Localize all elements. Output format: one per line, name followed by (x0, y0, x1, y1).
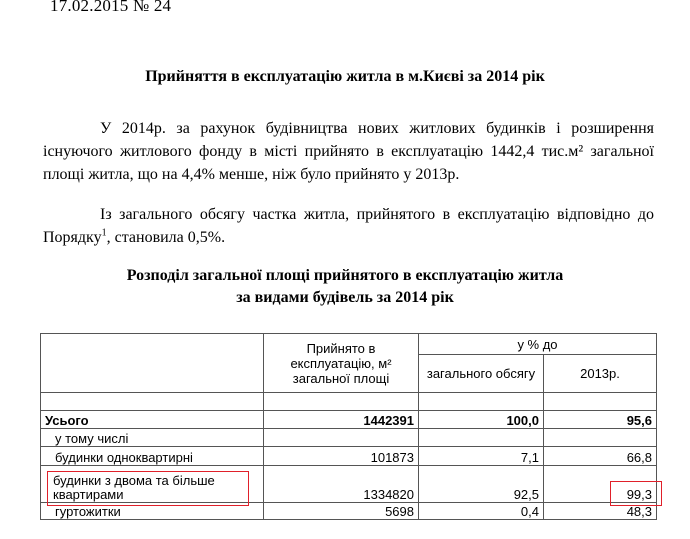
row-label: будинки одноквартирні (41, 447, 264, 466)
table-title (0, 265, 690, 309)
row-accepted: 1334820 (264, 466, 419, 503)
paragraph-2-text: Із загального обсягу частка житла, прийнятого в експлуатацію відповідно до Порядку (43, 206, 654, 246)
table-row (41, 447, 657, 466)
row-accepted: 1442391 (264, 411, 419, 429)
row-vs2013: 95,6 (544, 411, 657, 429)
paragraph-2 (43, 203, 654, 249)
table-row (41, 411, 657, 429)
row-label: гуртожитки (41, 503, 264, 520)
row-share (419, 429, 544, 447)
spacer-cell (264, 393, 419, 411)
paragraph-1: У 2014р. за рахунок будівництва нових житлових будинків і розширення існуючого житлового фонду в місті прийнято в експлуатацію 1442,4 тис.м² загальної площі житла, що на 4,4% менше, ніж було прийнято у 2013р. (43, 120, 654, 183)
row-accepted (264, 429, 419, 447)
paragraph-2-tail: , становила 0,5%. (106, 229, 226, 246)
row-share: 100,0 (419, 411, 544, 429)
spacer-cell (41, 393, 264, 411)
row-label: Усього (41, 411, 264, 429)
header-total-volume: загального обсягу (419, 355, 544, 393)
row-accepted: 101873 (264, 447, 419, 466)
row-share: 92,5 (419, 466, 544, 503)
header-empty-cell (41, 334, 264, 393)
footnote-marker: 1 (101, 227, 107, 239)
row-label: будинки з двома та більше квартирами (41, 466, 264, 503)
row-vs2013: 66,8 (544, 447, 657, 466)
row-vs2013: 48,3 (544, 503, 657, 520)
header-accepted: Прийнято в експлуатацію, м² загальної площі (264, 334, 419, 393)
header-2013: 2013р. (544, 355, 657, 393)
row-label: у тому числі (41, 429, 264, 447)
table-title-line2: за видами будівель за 2014 рік (236, 289, 454, 306)
header-percent-group: у % до (419, 334, 657, 355)
document-title: Прийняття в експлуатацію житла в м.Києві за 2014 рік (145, 68, 545, 85)
document-date-number: 17.02.2015 № 24 (50, 0, 172, 15)
row-share: 7,1 (419, 447, 544, 466)
row-vs2013 (544, 429, 657, 447)
spacer-cell (544, 393, 657, 411)
row-accepted: 5698 (264, 503, 419, 520)
highlight-box-label (47, 471, 249, 506)
table-title-line1: Розподіл загальної площі прийнятого в експлуатацію житла (126, 267, 564, 284)
row-vs2013: 99,3 (544, 466, 657, 503)
row-share: 0,4 (419, 503, 544, 520)
spacer-cell (419, 393, 544, 411)
table-row (41, 429, 657, 447)
highlight-box-value (610, 481, 662, 506)
